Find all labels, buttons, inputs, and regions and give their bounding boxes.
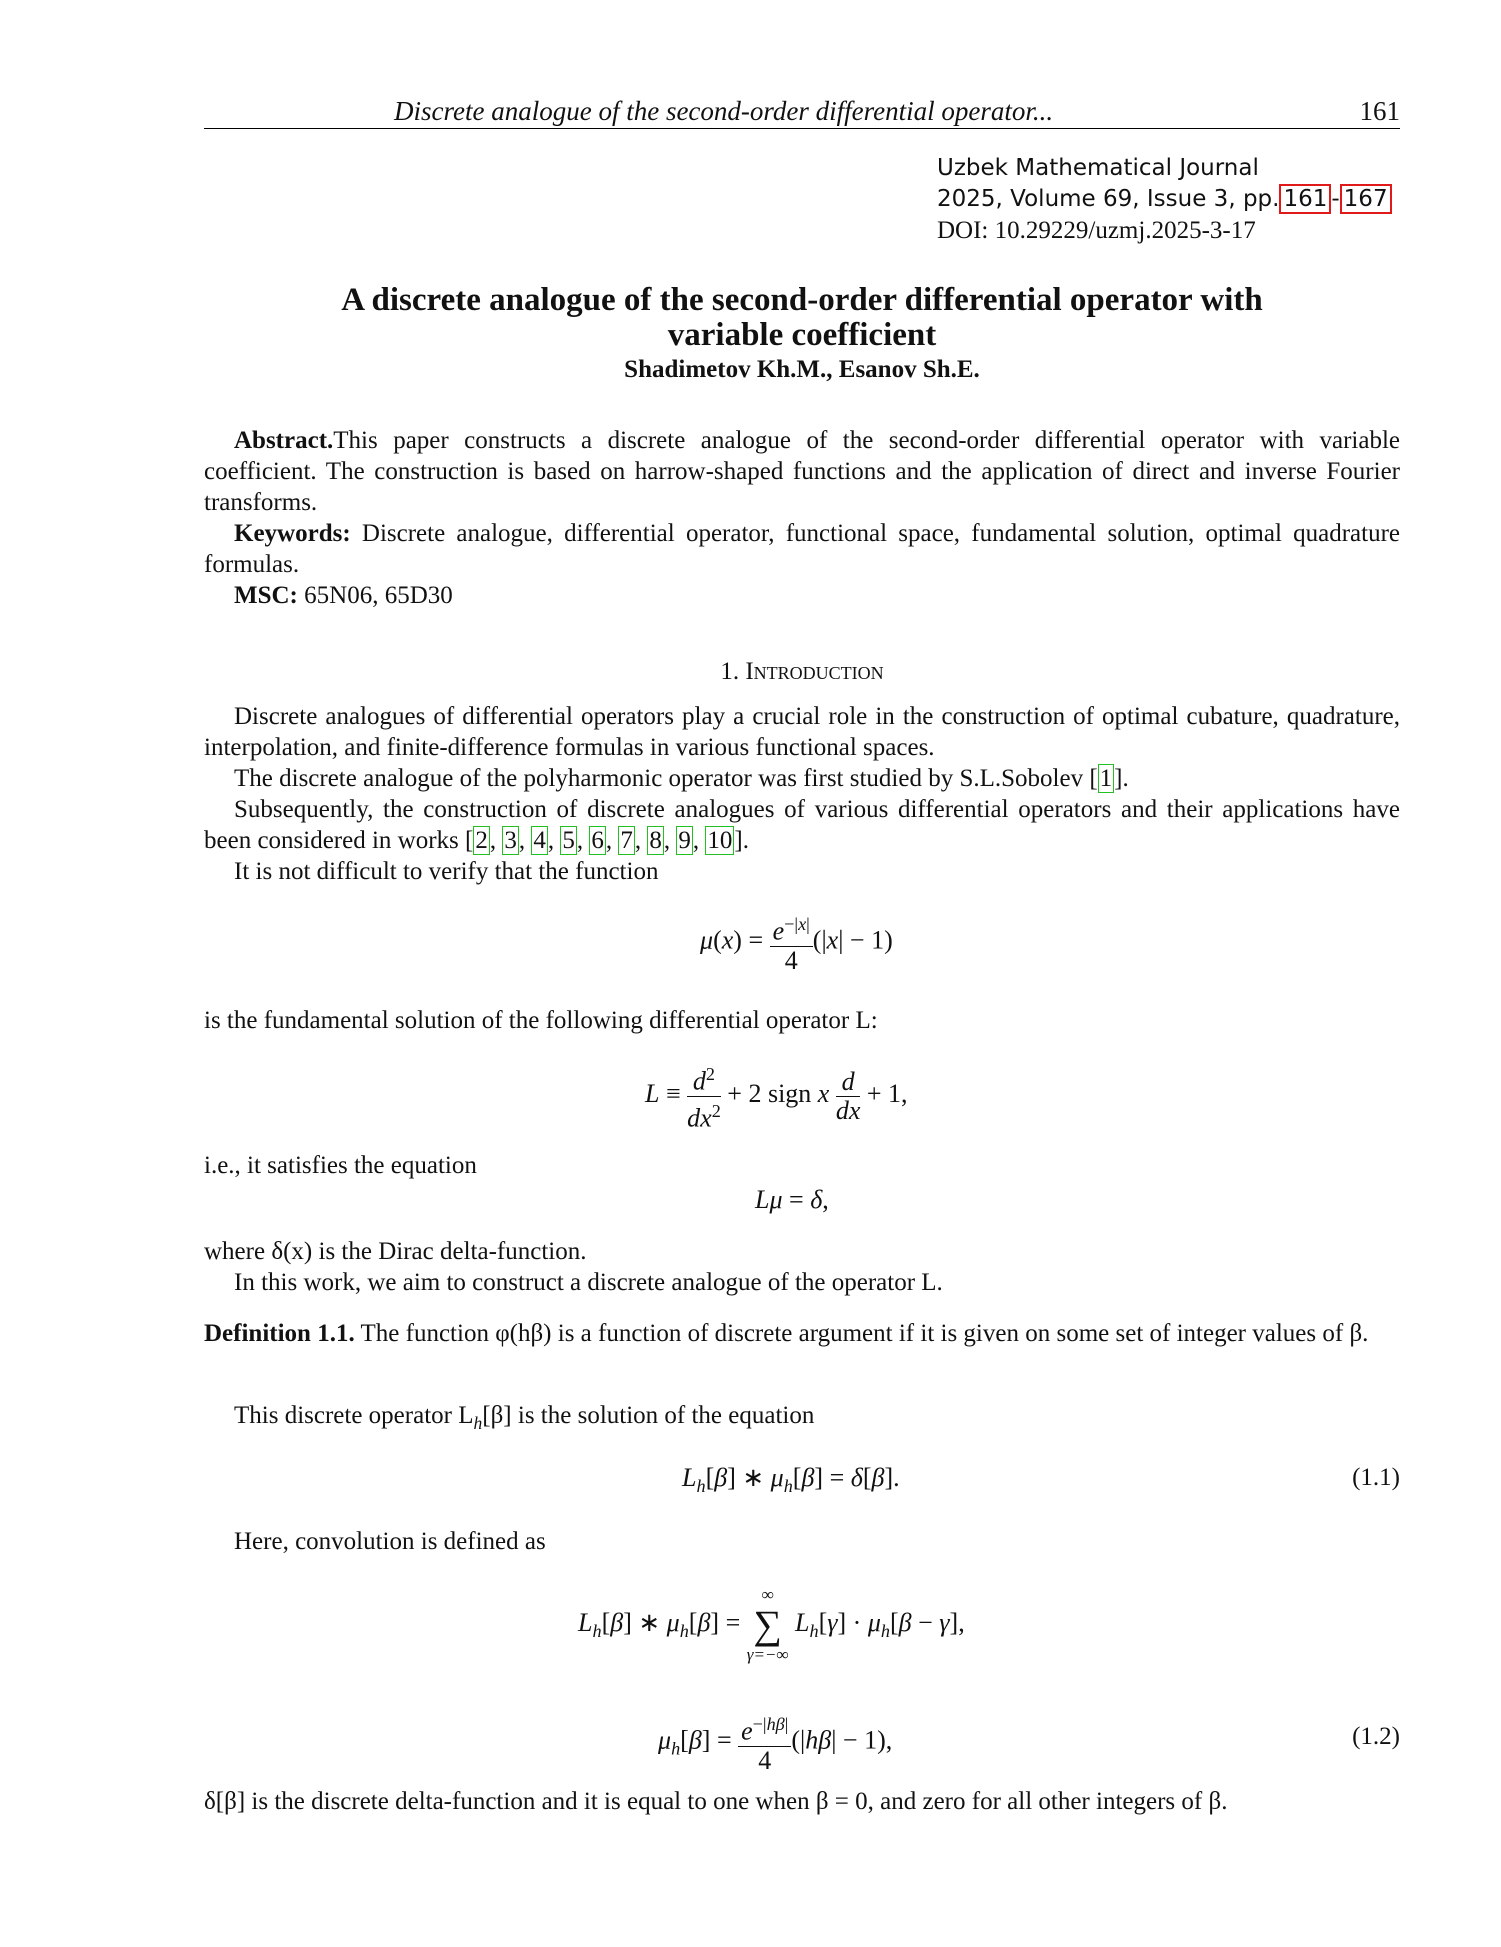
equation-number-1-1: (1.1) [1352, 1464, 1400, 1491]
intro-p8: In this work, we aim to construct a discrete analogue of the operator L. [234, 1269, 943, 1296]
equation-number-1-2: (1.2) [1352, 1723, 1400, 1750]
definition-label: Definition 1.1. [204, 1320, 355, 1347]
msc-text: 65N06, 65D30 [304, 582, 453, 609]
ref-link-6[interactable]: 6 [591, 827, 604, 854]
abstract [204, 425, 1400, 611]
intro-tail [204, 1236, 1400, 1298]
ref-link-3[interactable]: 3 [504, 827, 517, 854]
running-title: Discrete analogue of the second-order differential operator... [394, 96, 1054, 126]
body-p11: δ[β] is the discrete delta-function and it is equal to one when β = 0, and zero for all other integers of β. [204, 1788, 1228, 1815]
ref-link-1[interactable]: 1 [1099, 765, 1113, 792]
journal-issue: 2025, Volume 69, Issue 3, pp. 161 - 167 [937, 184, 1392, 215]
paper-title: A discrete analogue of the second-order differential operator with variable coefficient [341, 282, 1263, 353]
intro-p3: Subsequently, the construction of discrete analogues of various differential operators and their applications have been considered in works [2, 3, 4, 5, 6, 7, 8, 9, 10]. [204, 796, 1400, 854]
body-p10: Here, convolution is defined as [234, 1528, 546, 1555]
page-end-link[interactable]: 167 [1340, 184, 1392, 214]
doi: DOI: 10.29229/uzmj.2025-3-17 [937, 217, 1256, 244]
keywords-label: Keywords: [234, 520, 351, 547]
equation-1-1: $L_h[\beta]$ ∗ $\mu_h[\beta] = \delta[\beta]$. [682, 1463, 900, 1497]
definition-text: The function φ(hβ) is a function of discrete argument if it is given on some set of integer values of β. [360, 1320, 1369, 1347]
authors: Shadimetov Kh.M., Esanov Sh.E. [624, 356, 980, 383]
ref-link-4[interactable]: 4 [533, 827, 546, 854]
msc-label: MSC: [234, 582, 298, 609]
abstract-label: Abstract. [234, 427, 334, 454]
equation-operator-L: L ≡ $\frac{d^2}{dx^2}$ + 2 sign x $\frac{d}{dx}$ + 1, [645, 1060, 908, 1132]
ref-link-10[interactable]: 10 [707, 827, 733, 854]
intro-p7: where δ(x) is the Dirac delta-function. [204, 1238, 587, 1265]
intro-p1: Discrete analogues of differential operators play a crucial role in the construction of optimal cubature, quadrature, interpolation, and finite-difference formulas in various functional spaces. [204, 703, 1400, 761]
ref-link-2[interactable]: 2 [475, 827, 488, 854]
equation-mu: μ(x) = $\frac{e^{-|x|}}{4}$ (|x| − 1) [700, 910, 893, 975]
equation-convolution: $L_h[\beta]$ ∗ $\mu_h[\beta]$ = ∞ ∑ γ=−∞ $L_h[\gamma] \cdot \mu_h[\beta - \gamma]$, [578, 1585, 965, 1664]
intro-p4: It is not difficult to verify that the function [234, 858, 659, 885]
intro-p2: The discrete analogue of the polyharmonic operator was first studied by S.L.Sobolev [1]. [234, 765, 1129, 792]
equation-L-mu: Lμ = δ, [755, 1185, 829, 1214]
section-heading: 1. Introduction [720, 658, 884, 685]
ref-link-8[interactable]: 8 [649, 827, 662, 854]
running-header [204, 96, 1400, 129]
intro-text [204, 701, 1400, 887]
equation-1-2: $\mu_h[\beta]$ = $\frac{e^{-|h\beta|}}{4}$ (|hβ| − 1), [658, 1710, 892, 1775]
intro-p5: is the fundamental solution of the following differential operator L: [204, 1007, 878, 1034]
body-p9: This discrete operator $L_h[\beta]$ is the solution of the equation [234, 1402, 815, 1433]
page-number: 161 [1359, 96, 1400, 126]
journal-info [937, 153, 1392, 246]
keywords-text: Discrete analogue, differential operator, functional space, fundamental solution, optimal quadrature formulas. [204, 520, 1401, 578]
ref-link-7[interactable]: 7 [620, 827, 633, 854]
journal-name: Uzbek Mathematical Journal [937, 155, 1259, 181]
definition-1-1 [204, 1318, 1400, 1349]
ref-link-5[interactable]: 5 [562, 827, 575, 854]
ref-link-9[interactable]: 9 [678, 827, 691, 854]
abstract-text: This paper constructs a discrete analogue of the second-order differential operator with variable coefficient. The construction is based on harrow-shaped functions and the application of direct and inverse Fourier transforms. [204, 427, 1400, 516]
intro-p6: i.e., it satisfies the equation [204, 1152, 477, 1179]
page-start-link[interactable]: 161 [1279, 184, 1331, 214]
